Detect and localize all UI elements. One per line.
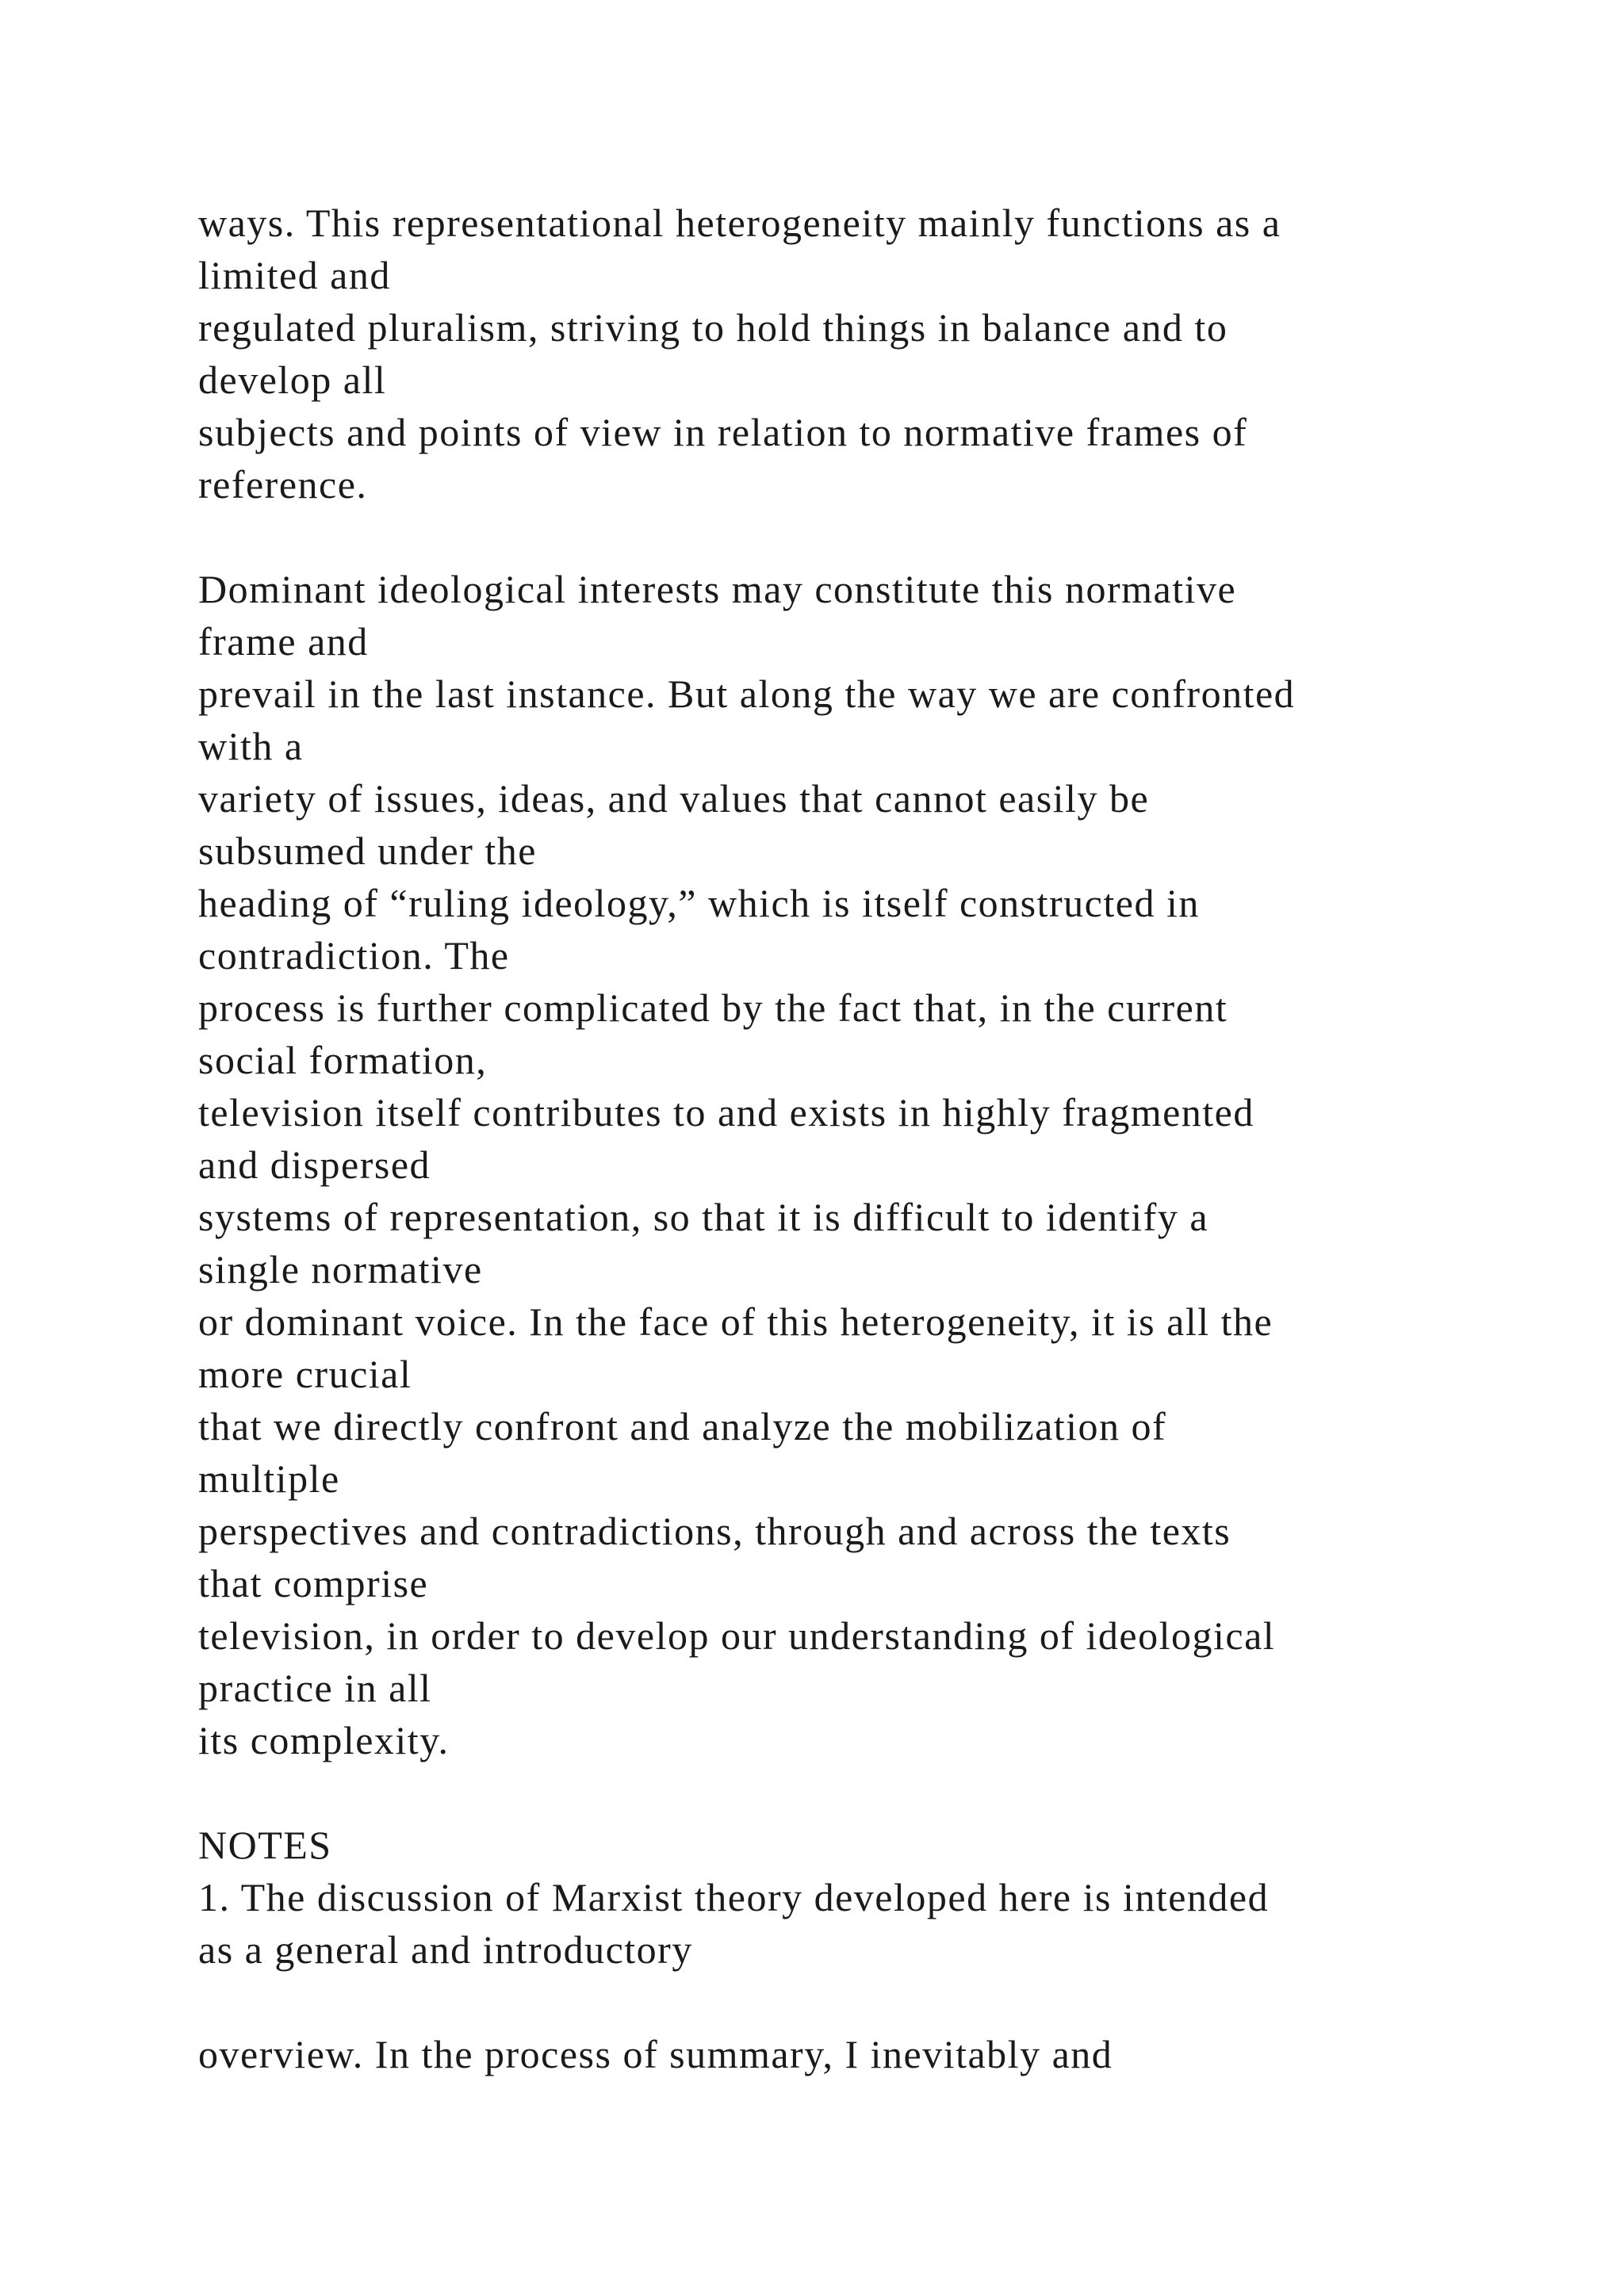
text-line: television itself contributes to and exists in highly fragmented xyxy=(198,1090,1254,1135)
text-line: more crucial xyxy=(198,1352,412,1396)
paragraph xyxy=(198,197,1546,511)
text-line: Dominant ideological interests may constitute this normative xyxy=(198,567,1237,611)
text-line: that comprise xyxy=(198,1561,429,1605)
text-line: subsumed under the xyxy=(198,828,537,873)
text-line: that we directly confront and analyze the mobilization of xyxy=(198,1404,1167,1448)
paragraph-gap xyxy=(198,511,1546,563)
text-line: regulated pluralism, striving to hold things in balance and to xyxy=(198,305,1228,350)
text-line: its complexity. xyxy=(198,1718,450,1762)
text-line: practice in all xyxy=(198,1666,432,1710)
text-line: subjects and points of view in relation to normative frames of xyxy=(198,410,1248,454)
text-line: ways. This representational heterogeneity mainly functions as a xyxy=(198,201,1281,245)
text-line: as a general and introductory xyxy=(198,1927,693,1972)
text-line: heading of “ruling ideology,” which is itself constructed in xyxy=(198,881,1200,925)
paragraph-gap xyxy=(198,1766,1546,1819)
text-line: with a xyxy=(198,724,304,768)
paragraph-gap xyxy=(198,1976,1546,2028)
paragraph xyxy=(198,563,1546,1766)
text-line: prevail in the last instance. But along the way we are confronted xyxy=(198,672,1296,716)
text-line: overview. In the process of summary, I inevitably and xyxy=(198,2032,1113,2076)
text-line: social formation, xyxy=(198,1038,488,1082)
text-line: single normative xyxy=(198,1247,483,1292)
text-line: reference. xyxy=(198,462,368,507)
text-line: frame and xyxy=(198,619,369,664)
text-line: perspectives and contradictions, through and across the texts xyxy=(198,1509,1231,1553)
paragraph xyxy=(198,2028,1546,2080)
body-text xyxy=(198,197,1546,2080)
text-line: and dispersed xyxy=(198,1142,431,1187)
notes-heading: NOTES xyxy=(198,1823,332,1867)
text-line: or dominant voice. In the face of this heterogeneity, it is all the xyxy=(198,1299,1274,1344)
text-line: process is further complicated by the fact that, in the current xyxy=(198,985,1228,1030)
text-line: contradiction. The xyxy=(198,933,510,978)
text-line: television, in order to develop our understanding of ideological xyxy=(198,1613,1276,1658)
text-line: develop all xyxy=(198,358,387,402)
text-line: multiple xyxy=(198,1456,340,1501)
text-line: systems of representation, so that it is difficult to identify a xyxy=(198,1195,1209,1239)
text-line: variety of issues, ideas, and values that cannot easily be xyxy=(198,776,1150,821)
note-item xyxy=(198,1871,1546,1976)
text-line: 1. The discussion of Marxist theory developed here is intended xyxy=(198,1875,1270,1919)
text-line: limited and xyxy=(198,253,391,297)
